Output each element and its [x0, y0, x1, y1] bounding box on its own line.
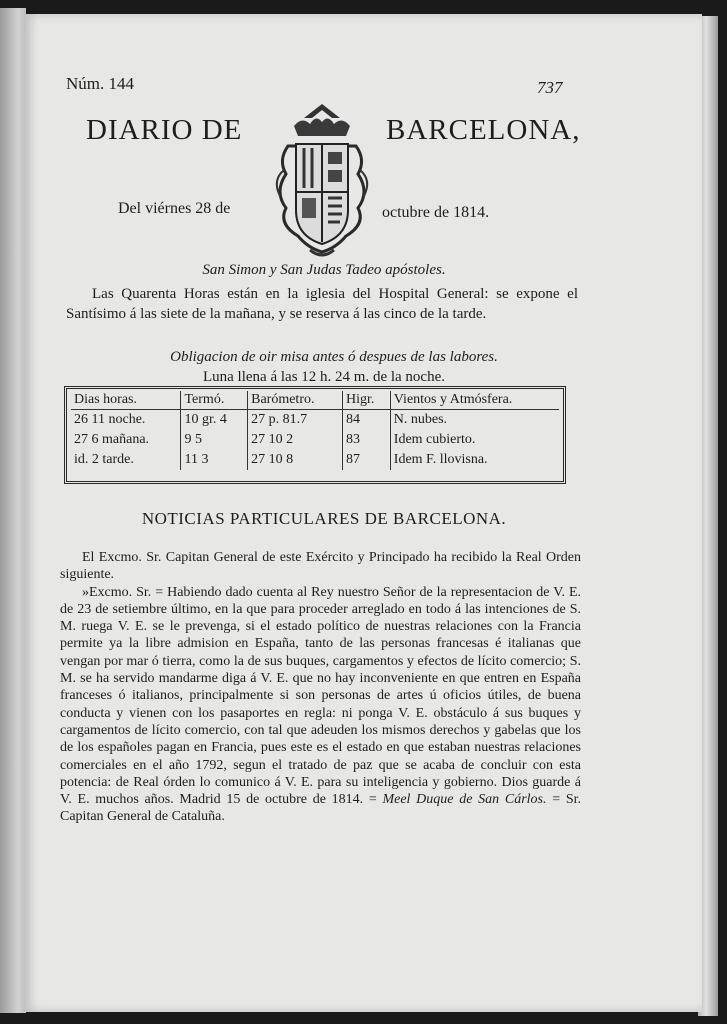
- table-cell: 87: [343, 450, 391, 470]
- issue-number: Núm. 144: [66, 74, 134, 93]
- column-header: Barómetro.: [248, 391, 343, 410]
- table-cell: id. 2 tarde.: [74, 452, 134, 467]
- table-cell: Idem cubierto.: [390, 430, 559, 450]
- column-header: Higr.: [343, 391, 391, 410]
- page-number: 737: [537, 78, 563, 97]
- royal-order-text: »Excmo. Sr. = Habiendo dado cuenta al Rey nuestro Señor de la representacion de V. E. de 23 de setiembre último, en la que para proceder arreglado en todo á las intenciones de S. M. ruega V. E. se le prevenga, si el estado político de nuestras relaciones con la Francia permite ya la libre admision en España, tanto de las personas francesas é italianas que vengan por mar ó tierra, como la de sus buques, cargamentos y efectos de lícito comercio; S. M. se ha servido mandarme diga á V. E. que no hay inconveniente en que entren en España franceses ó italianos, principalmente si son personas de artes ú oficios útiles, de buena conducta y vienen con los pasaportes en regla: ni ponga V. E. obstáculo á sus buques y cargamentos de lícito comercio, con tal que adeuden los mismos derechos y gabelas que los de los españoles pagan en Francia, pues este es el estado en que estaban nuestras relaciones comerciales en el año 1792, segun el tratado de paz que se acaba de concluir con esta potencia: de Real órden lo comunico á V. E. para su inteligencia y gobierno. Dios guarde á V. E. muchos años. Madrid 15 de octubre de 1814. =: [60, 584, 581, 808]
- moon-phase-line: Luna llena á las 12 h. 24 m. de la noche.: [202, 369, 445, 385]
- date-left: Del viérnes 28 de: [118, 200, 231, 217]
- coat-of-arms-icon: [264, 100, 380, 260]
- table-cell: Idem F. llovisna.: [390, 450, 559, 470]
- left-page-edge: [0, 8, 26, 1013]
- weather-table: [64, 386, 566, 484]
- article-paragraph: El Excmo. Sr. Capitan General de este Exército y Principado ha recibido la Real Orden siguiente.: [60, 550, 581, 583]
- table-cell: 84: [343, 410, 391, 431]
- table-row: [71, 410, 559, 431]
- table-cell: N. nubes.: [390, 410, 559, 431]
- column-header: Termó.: [181, 391, 248, 410]
- table-cell: 26 11 noche.: [74, 412, 146, 427]
- table-cell: 11 3: [181, 450, 248, 470]
- table-row: [71, 450, 559, 470]
- table-cell: 27 10 8: [248, 450, 343, 470]
- table-cell: 10 gr. 4: [181, 410, 248, 431]
- table-cell: 27 p. 81.7: [248, 410, 343, 431]
- obligacion-line: Obligacion de oir misa antes ó despues de las labores.: [170, 349, 498, 365]
- masthead-right: BARCELONA,: [386, 114, 581, 146]
- table-cell: 27 10 2: [248, 430, 343, 450]
- table-cell: 27 6 mañana.: [74, 432, 150, 447]
- article-paragraph: [60, 584, 581, 826]
- table-cell: 83: [343, 430, 391, 450]
- section-heading: NOTICIAS PARTICULARES DE BARCELONA.: [141, 509, 507, 528]
- newspaper-page: [24, 14, 702, 1012]
- column-header: Dias horas.: [71, 391, 181, 410]
- table-cell: 9 5: [181, 430, 248, 450]
- quarenta-horas-text: Las Quarenta Horas están en la iglesia del Hospital General: se expone el Santísimo á las siete de la mañana, y se reserva á las cinco de la tarde.: [66, 286, 578, 322]
- date-right: octubre de 1814.: [382, 204, 490, 221]
- saints-line: San Simon y San Judas Tadeo apóstoles.: [202, 262, 446, 278]
- signature: Meel Duque de San Cárlos.: [382, 792, 547, 808]
- table-row: [71, 430, 559, 450]
- weather-header-row: [71, 391, 559, 410]
- article-body: [60, 549, 581, 826]
- column-header: Vientos y Atmósfera.: [390, 391, 559, 410]
- masthead-left: DIARIO DE: [86, 114, 243, 146]
- closing-text: = Sr. Capitan General de Cataluña.: [60, 792, 581, 825]
